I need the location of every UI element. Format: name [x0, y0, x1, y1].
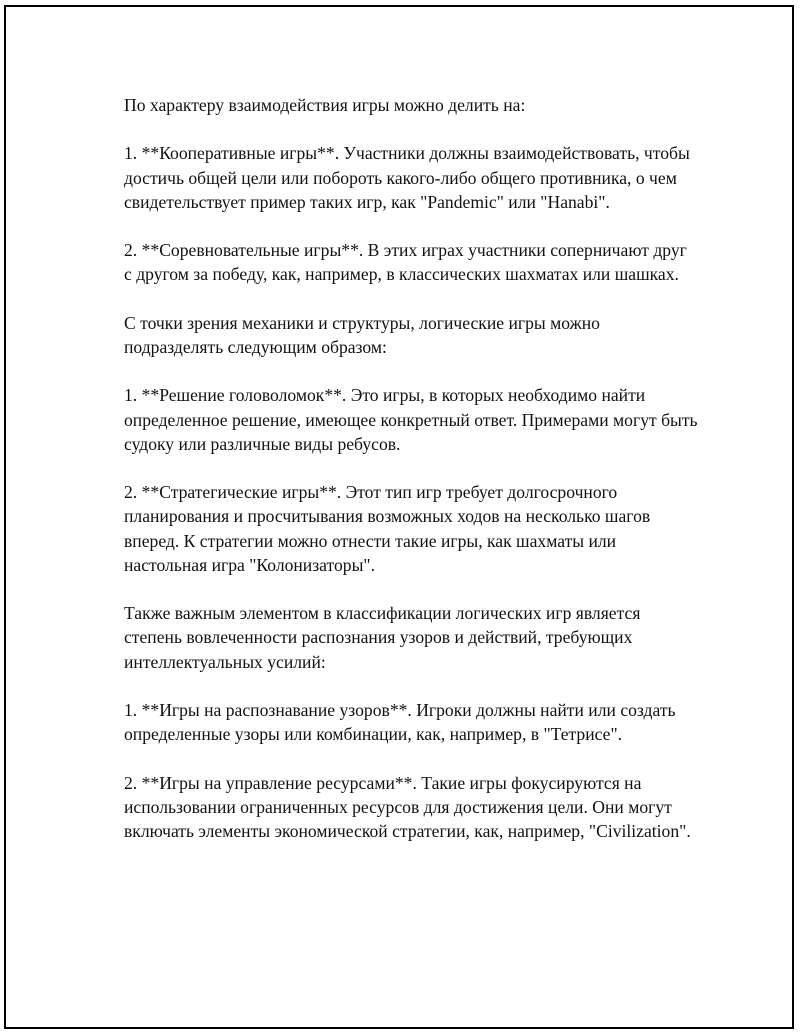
intro-paragraph: По характеру взаимодействия игры можно делить на: — [124, 95, 526, 115]
cooperative-games-item: 1. **Кооперативные игры**. Участники должны взаимодействовать, чтобы достичь общей цели или побороть какого-либо общего противника, о чем свидетельствует пример таких игр, как "Pandemic" или "Hanabi". — [124, 143, 690, 212]
document-page — [4, 5, 794, 1029]
document-body — [124, 93, 699, 867]
pattern-recognition-item: 1. **Игры на распознавание узоров**. Игроки должны найти или создать определенные узоры или комбинации, как, например, в "Тетрисе". — [124, 699, 676, 745]
pattern-recognition-intro-paragraph: Также важным элементом в классификации логических игр является степень вовлеченности распознания узоров и действий, требующих интеллектуальных усилий: — [124, 603, 641, 672]
puzzle-solving-item: 1. **Решение головоломок**. Это игры, в которых необходимо найти определенное решение, имеющее конкретный ответ. Примерами могут быть судоку или различные виды ребусов. — [124, 385, 698, 454]
strategy-games-item: 2. **Стратегические игры**. Этот тип игр требует долгосрочного планирования и просчитывания возможных ходов на несколько шагов вперед. К стратегии можно отнести такие игры, как шахматы или настольная игра "Колонизаторы". — [124, 482, 651, 575]
competitive-games-item: 2. **Соревновательные игры**. В этих играх участники соперничают друг с другом за победу, как, например, в классических шахматах или шашках. — [124, 240, 687, 285]
mechanics-structure-paragraph: С точки зрения механики и структуры, логические игры можно подразделять следующим образом: — [124, 312, 600, 357]
resource-management-item: 2. **Игры на управление ресурсами**. Такие игры фокусируются на использовании ограниченных ресурсов для достижения цели. Они могут включать элементы экономической стратегии, как, например, "Civilization". — [124, 772, 691, 841]
